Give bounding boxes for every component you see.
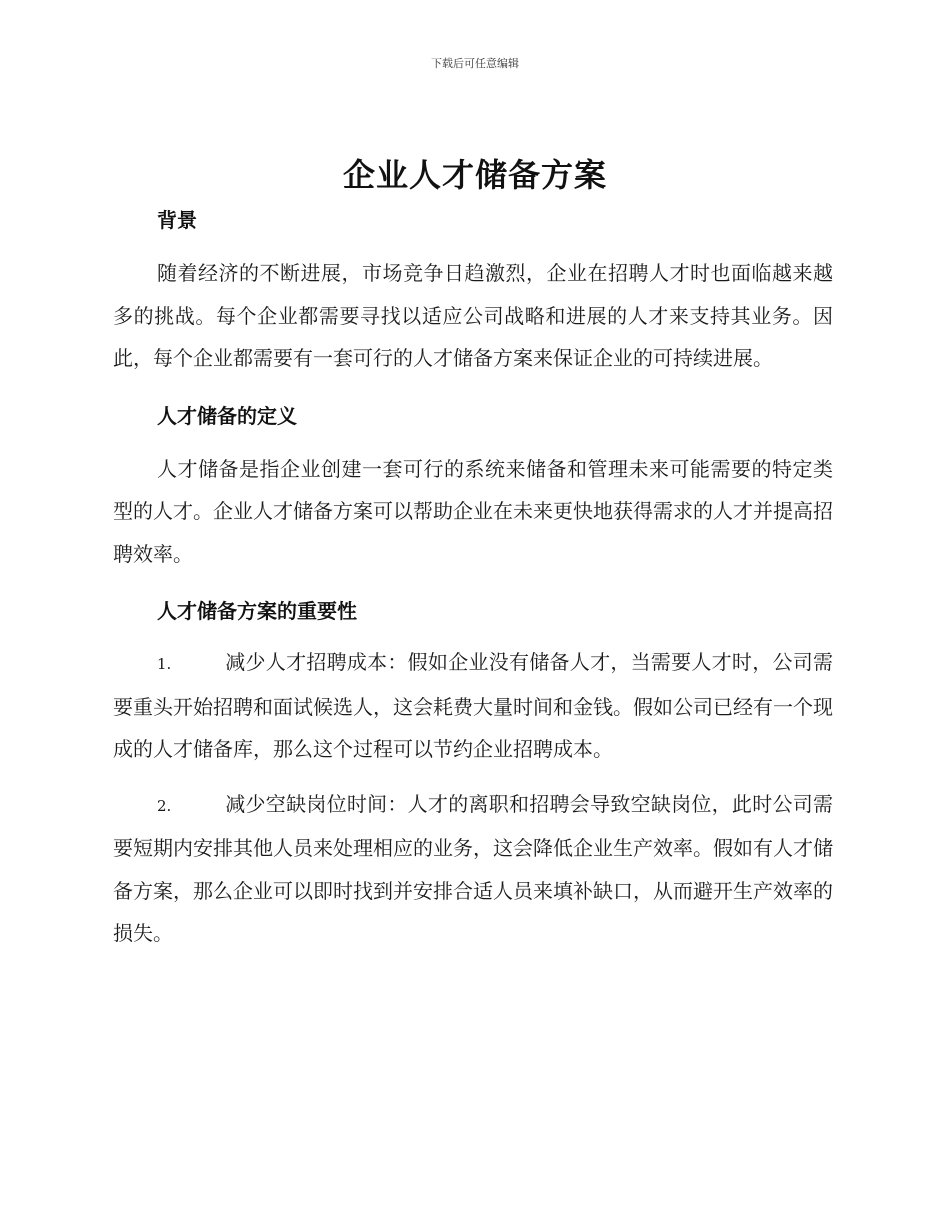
section-heading-importance: 人才储备方案的重要性 [157,599,357,623]
section-heading-background: 背景 [157,208,197,232]
list-item-number: 2. [157,796,172,815]
list-item-text: 减少人才招聘成本：假如企业没有储备人才，当需要人才时，公司需要重头开始招聘和面试候选人，这会耗费大量时间和金钱。假如公司已经有一个现成的人才储备库，那么这个过程可以节约企业招聘成本。 [113,650,833,761]
paragraph-definition: 人才储备是指企业创建一套可行的系统来储备和管理未来可能需要的特定类型的人才。企业人才储备方案可以帮助企业在未来更快地获得需求的人才并提高招聘效率。 [113,456,833,566]
document-title: 企业人才储备方案 [342,156,607,194]
list-item [113,783,833,955]
list-item-text: 减少空缺岗位时间：人才的离职和招聘会导致空缺岗位，此时公司需要短期内安排其他人员来处理相应的业务，这会降低企业生产效率。假如有人才储备方案，那么企业可以即时找到并安排合适人员来填补缺口，从而避开生产效率的损失。 [113,791,833,945]
document-body [113,200,833,967]
list-item-number: 1. [157,655,172,673]
section-heading-definition: 人才储备的定义 [157,403,297,428]
paragraph-background: 随着经济的不断进展，市场竞争日趋激烈，企业在招聘人才时也面临越来越多的挑战。每个企业都需要寻找以适应公司战略和进展的人才来支持其业务。因此，每个企业都需要有一套可行的人才储备方案来保证企业的可持续进展。 [113,261,833,370]
page-header-note: 下载后可任意编辑 [431,57,519,70]
list-item [113,641,833,771]
